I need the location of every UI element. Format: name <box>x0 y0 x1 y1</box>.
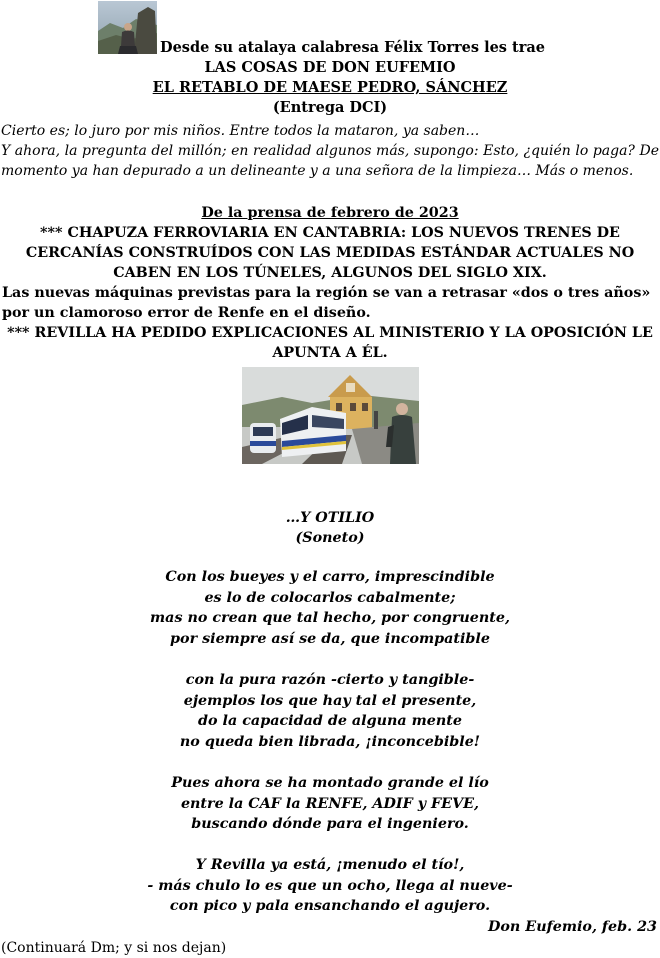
press-date: De la prensa de febrero de 2023 <box>201 205 459 221</box>
header-byline: Desde su atalaya calabresa Félix Torres les trae <box>160 39 545 56</box>
poem-line: ejemplos los que hay tal el presente, <box>183 692 477 709</box>
poem-line: mas no crean que tal hecho, por congruente, <box>150 610 510 626</box>
poem-line: con la pura razón -cierto y tangible- <box>185 672 475 688</box>
news-headline-1: *** CHAPUZA FERROVIARIA EN CANTABRIA: LOS NUEVOS TRENES DE CERCANÍAS CONSTRUÍDOS CON LAS MEDIDAS ESTÁNDAR ACTUALES NO CABEN EN LOS TÚNELES, ALGUNOS DEL SIGLO XIX. <box>25 225 635 281</box>
entry-label: (Entrega DCI) <box>272 99 388 116</box>
series-title: LAS COSAS DE DON EUFEMIO <box>204 59 456 76</box>
poem-line: Y Revilla ya está, ¡menudo el tío!, <box>195 857 465 873</box>
poem-line: es lo de colocarlos cabalmente; <box>204 589 456 606</box>
poem-line: - más chulo lo es que un ocho, llega al nueve- <box>147 877 513 894</box>
poem-title: …Y OTILIO <box>285 510 375 526</box>
train-photo-image <box>242 367 419 464</box>
poem-line: do la capacidad de alguna mente <box>198 713 462 729</box>
poem-stanza-3 <box>0 773 660 835</box>
intro-line-1: Cierto es; lo juro por mis niños. Entre todos la mataron, ya saben… <box>1 123 480 139</box>
intro-text <box>1 121 659 181</box>
poem-stanza-4 <box>0 855 660 917</box>
author-photo-image <box>98 1 157 54</box>
poem-stanza-2 <box>0 670 660 752</box>
poem-line: entre la CAF la RENFE, ADIF y FEVE, <box>180 795 480 812</box>
poem-line: no queda bien librada, ¡inconcebible! <box>179 733 481 750</box>
news-headline-2: *** REVILLA HA PEDIDO EXPLICACIONES AL MINISTERIO Y LA OPOSICIÓN LE APUNTA A ÉL. <box>7 325 653 361</box>
intro-line-2: Y ahora, la pregunta del millón; en realidad algunos más, supongo: Esto, ¿quién lo paga? De momento ya han depurado a un delineante y a una señora de la limpieza… Más o menos. <box>1 143 659 179</box>
signature: Don Eufemio, feb. 23 <box>488 919 657 935</box>
poem-line: Con los bueyes y el carro, imprescindible <box>165 569 495 585</box>
poem-line: buscando dónde para el ingeniero. <box>191 816 469 832</box>
poem-line: con pico y pala ensanchando el agujero. <box>169 898 491 914</box>
news-body: Las nuevas máquinas previstas para la región se van a retrasar «dos o tres años» por un clamoroso error de Renfe en el diseño. <box>2 285 651 321</box>
author-photo <box>98 1 157 54</box>
news-section <box>0 203 660 363</box>
poem-line: por siempre así se da, que incompatible <box>170 630 490 647</box>
continuation-note: (Continuará Dm; y si nos dejan) <box>1 940 227 956</box>
poem-subtitle: (Soneto) <box>295 530 365 546</box>
poem-line: Pues ahora se ha montado grande el lío <box>171 775 489 791</box>
train-photo <box>242 367 419 464</box>
section-title: EL RETABLO DE MAESE PEDRO, SÁNCHEZ <box>152 79 508 96</box>
poem-stanza-1 <box>0 567 660 649</box>
